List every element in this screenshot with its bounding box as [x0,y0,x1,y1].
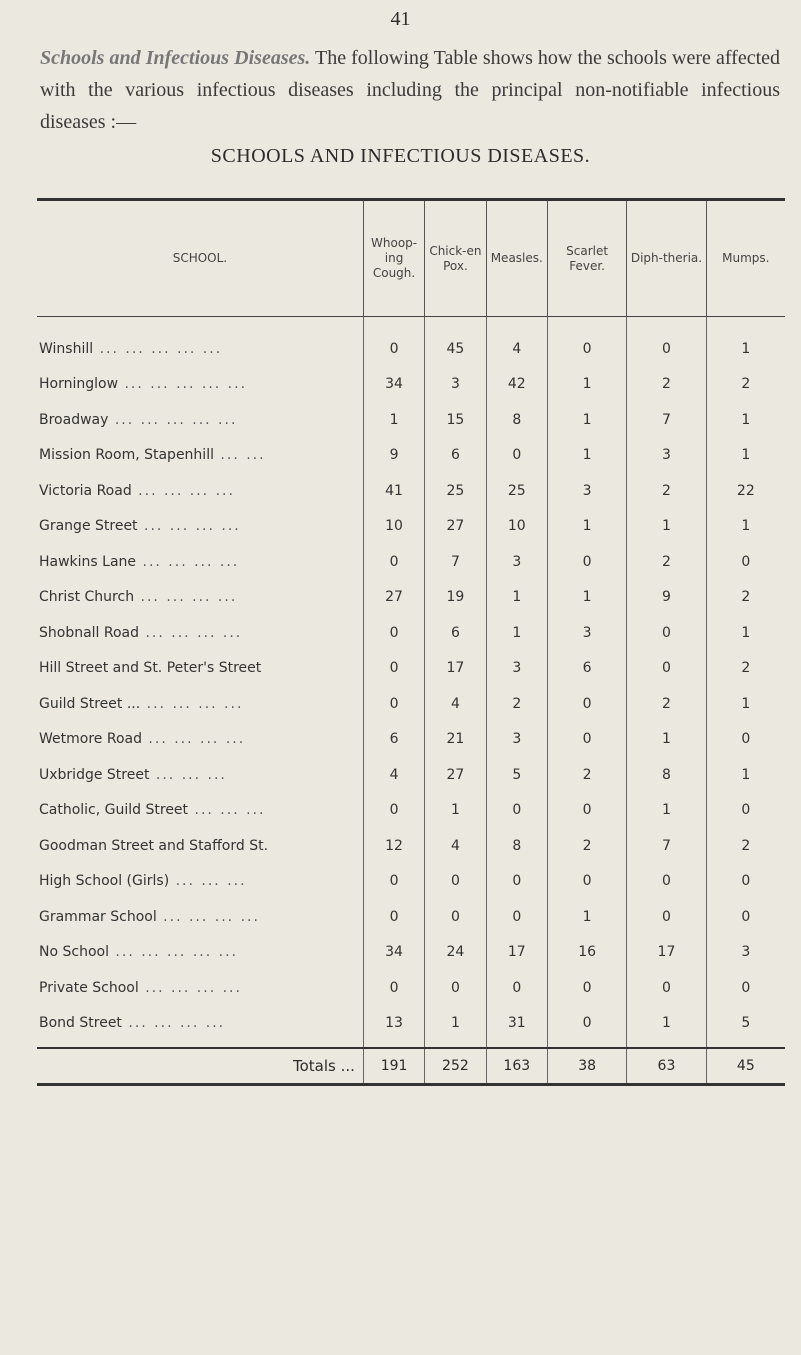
table-row [37,899,785,935]
cell-scarlet-fever: 1 [547,509,626,545]
cell-diphtheria: 2 [627,367,706,403]
leader-dots: ... ... ... ... [138,979,242,996]
cell-scarlet-fever: 1 [547,438,626,474]
leader-dots: ... ... ... ... [140,695,244,712]
school-name: Hawkins Lane [39,553,137,570]
school-name-cell [37,935,363,971]
header-whooping-cough: Whoop-ing Cough. [363,200,424,317]
school-name-cell [37,1006,363,1049]
school-name: High School (Girls) [39,873,170,890]
cell-chicken-pox: 4 [425,686,486,722]
cell-measles: 10 [486,509,547,545]
cell-whooping-cough: 0 [363,899,424,935]
school-name: Winshill [39,340,94,357]
cell-mumps: 22 [706,473,785,509]
cell-measles: 17 [486,935,547,971]
cell-scarlet-fever: 1 [547,899,626,935]
cell-chicken-pox: 45 [425,317,486,367]
header-chicken-pox: Chick-en Pox. [425,200,486,317]
cell-measles: 5 [486,757,547,793]
cell-mumps: 2 [706,367,785,403]
leader-dots: ... ... ... [149,766,227,783]
total-chicken-pox: 252 [425,1048,486,1085]
cell-diphtheria: 0 [627,970,706,1006]
cell-mumps: 0 [706,722,785,758]
table-row [37,686,785,722]
cell-whooping-cough: 34 [363,935,424,971]
cell-mumps: 2 [706,651,785,687]
cell-measles: 1 [486,580,547,616]
cell-measles: 3 [486,722,547,758]
leader-dots: ... ... ... ... ... [108,411,238,428]
cell-whooping-cough: 12 [363,828,424,864]
leader-dots: ... ... ... ... [156,908,260,925]
table-row [37,580,785,616]
intro-lead: Schools and Infectious Diseases. [40,47,311,69]
school-name: Mission Room, Stapenhill [39,447,214,464]
cell-mumps: 1 [706,757,785,793]
school-name-cell [37,899,363,935]
header-school: SCHOOL. [37,200,363,317]
cell-scarlet-fever: 0 [547,317,626,367]
table-row [37,651,785,687]
school-name-cell [37,402,363,438]
cell-mumps: 2 [706,828,785,864]
cell-chicken-pox: 6 [425,615,486,651]
school-name: Grange Street [39,518,138,535]
cell-scarlet-fever: 1 [547,580,626,616]
school-name: Christ Church [39,589,135,606]
table-row [37,970,785,1006]
totals-label: Totals ... [37,1048,363,1085]
cell-mumps: 1 [706,686,785,722]
table-row [37,615,785,651]
cell-diphtheria: 7 [627,828,706,864]
table-row [37,367,785,403]
leader-dots: ... ... ... ... [134,589,238,606]
table-row [37,864,785,900]
cell-whooping-cough: 0 [363,686,424,722]
school-name-cell [37,722,363,758]
school-name: Hill Street and St. Peter's Street [39,660,262,677]
leader-dots: ... ... ... ... [141,731,246,748]
cell-whooping-cough: 0 [363,615,424,651]
cell-diphtheria: 1 [627,793,706,829]
cell-mumps: 0 [706,864,785,900]
cell-whooping-cough: 34 [363,367,424,403]
cell-measles: 0 [486,970,547,1006]
cell-mumps: 2 [706,580,785,616]
cell-mumps: 1 [706,402,785,438]
table-row [37,402,785,438]
cell-scarlet-fever: 0 [547,970,626,1006]
leader-dots: ... ... ... ... [137,518,241,535]
cell-measles: 2 [486,686,547,722]
school-name-cell [37,509,363,545]
cell-diphtheria: 0 [627,615,706,651]
school-name: Broadway [39,411,109,428]
cell-diphtheria: 0 [627,317,706,367]
cell-diphtheria: 0 [627,899,706,935]
cell-scarlet-fever: 0 [547,544,626,580]
table-row [37,828,785,864]
leader-dots: ... ... ... ... ... [118,376,248,393]
cell-scarlet-fever: 1 [547,367,626,403]
cell-measles: 1 [486,615,547,651]
cell-scarlet-fever: 2 [547,757,626,793]
leader-dots: ... ... ... ... [131,482,235,499]
school-name-cell [37,615,363,651]
cell-whooping-cough: 0 [363,544,424,580]
cell-diphtheria: 1 [627,1006,706,1049]
cell-whooping-cough: 41 [363,473,424,509]
cell-measles: 8 [486,828,547,864]
table-row [37,544,785,580]
cell-whooping-cough: 0 [363,793,424,829]
intro-paragraph [40,42,780,138]
leader-dots: ... ... ... ... ... [93,340,223,357]
cell-diphtheria: 8 [627,757,706,793]
cell-scarlet-fever: 0 [547,722,626,758]
cell-diphtheria: 9 [627,580,706,616]
cell-whooping-cough: 6 [363,722,424,758]
cell-whooping-cough: 0 [363,864,424,900]
cell-scarlet-fever: 6 [547,651,626,687]
cell-chicken-pox: 1 [425,793,486,829]
school-name: Private School [39,979,139,996]
cell-chicken-pox: 27 [425,509,486,545]
cell-scarlet-fever: 3 [547,473,626,509]
cell-whooping-cough: 27 [363,580,424,616]
header-mumps: Mumps. [706,200,785,317]
cell-diphtheria: 2 [627,473,706,509]
school-name: Shobnall Road [39,624,140,641]
total-whooping-cough: 191 [363,1048,424,1085]
school-name-cell [37,580,363,616]
intro-text: The following Table shows how the schools were affected with the various infectious diseases including the principal non-notifiable infectious diseases :— [40,47,781,133]
table-body [37,317,785,1049]
table-row [37,793,785,829]
table-header-row [37,200,785,317]
cell-mumps: 3 [706,935,785,971]
cell-measles: 31 [486,1006,547,1049]
cell-mumps: 0 [706,970,785,1006]
school-name-cell [37,473,363,509]
cell-chicken-pox: 15 [425,402,486,438]
cell-diphtheria: 0 [627,864,706,900]
cell-scarlet-fever: 0 [547,793,626,829]
total-diphtheria: 63 [627,1048,706,1085]
cell-whooping-cough: 9 [363,438,424,474]
totals-row [37,1048,785,1085]
leader-dots: ... ... [213,447,266,464]
school-name: Guild Street ... [39,695,141,712]
cell-mumps: 0 [706,544,785,580]
school-name-cell [37,367,363,403]
school-name-cell [37,864,363,900]
cell-mumps: 1 [706,509,785,545]
cell-chicken-pox: 1 [425,1006,486,1049]
school-name: Goodman Street and Stafford St. [39,837,269,854]
table-row [37,317,785,367]
cell-scarlet-fever: 0 [547,686,626,722]
cell-measles: 25 [486,473,547,509]
cell-scarlet-fever: 2 [547,828,626,864]
total-scarlet-fever: 38 [547,1048,626,1085]
cell-diphtheria: 1 [627,722,706,758]
school-name-cell [37,317,363,367]
cell-chicken-pox: 25 [425,473,486,509]
table-row [37,935,785,971]
cell-measles: 0 [486,793,547,829]
cell-measles: 0 [486,438,547,474]
cell-mumps: 0 [706,899,785,935]
school-name-cell [37,544,363,580]
table-row [37,509,785,545]
table-row [37,722,785,758]
school-name-cell [37,686,363,722]
total-measles: 163 [486,1048,547,1085]
cell-whooping-cough: 0 [363,651,424,687]
leader-dots: ... ... ... ... [136,553,240,570]
cell-diphtheria: 1 [627,509,706,545]
cell-diphtheria: 17 [627,935,706,971]
page-number: 41 [390,8,411,30]
cell-diphtheria: 2 [627,544,706,580]
school-name: No School [39,944,109,961]
cell-chicken-pox: 3 [425,367,486,403]
school-name-cell [37,651,363,687]
cell-measles: 8 [486,402,547,438]
cell-chicken-pox: 17 [425,651,486,687]
table-row [37,473,785,509]
school-name-cell [37,828,363,864]
school-name: Wetmore Road [39,731,142,748]
leader-dots: ... ... ... ... ... [108,944,238,961]
cell-mumps: 1 [706,317,785,367]
cell-scarlet-fever: 16 [547,935,626,971]
schools-diseases-table [37,198,785,1086]
leader-dots: ... ... ... [169,873,247,890]
school-name: Horninglow [39,376,119,393]
header-diphtheria: Diph-theria. [627,200,706,317]
cell-chicken-pox: 4 [425,828,486,864]
cell-chicken-pox: 0 [425,899,486,935]
cell-chicken-pox: 21 [425,722,486,758]
school-name-cell [37,438,363,474]
cell-scarlet-fever: 0 [547,1006,626,1049]
leader-dots: ... ... ... [188,802,266,819]
school-name-cell [37,970,363,1006]
cell-whooping-cough: 0 [363,317,424,367]
table-row [37,757,785,793]
leader-dots: ... ... ... ... [121,1015,226,1032]
cell-scarlet-fever: 0 [547,864,626,900]
header-scarlet-fever: Scarlet Fever. [547,200,626,317]
cell-measles: 0 [486,899,547,935]
cell-whooping-cough: 1 [363,402,424,438]
cell-whooping-cough: 4 [363,757,424,793]
table-row [37,1006,785,1049]
cell-whooping-cough: 0 [363,970,424,1006]
table-title: SCHOOLS AND INFECTIOUS DISEASES. [210,145,591,167]
cell-measles: 3 [486,651,547,687]
cell-diphtheria: 0 [627,651,706,687]
school-name-cell [37,793,363,829]
total-mumps: 45 [706,1048,785,1085]
cell-diphtheria: 2 [627,686,706,722]
leader-dots: ... ... ... ... [139,624,243,641]
cell-chicken-pox: 0 [425,970,486,1006]
cell-chicken-pox: 6 [425,438,486,474]
cell-scarlet-fever: 1 [547,402,626,438]
cell-scarlet-fever: 3 [547,615,626,651]
cell-chicken-pox: 27 [425,757,486,793]
school-name: Uxbridge Street [39,766,150,783]
disease-table-wrapper [37,198,785,1086]
header-measles: Measles. [486,200,547,317]
cell-whooping-cough: 13 [363,1006,424,1049]
cell-diphtheria: 3 [627,438,706,474]
school-name: Bond Street [39,1015,122,1032]
cell-measles: 3 [486,544,547,580]
cell-mumps: 0 [706,793,785,829]
cell-chicken-pox: 24 [425,935,486,971]
cell-diphtheria: 7 [627,402,706,438]
school-name: Grammar School [39,908,157,925]
cell-chicken-pox: 0 [425,864,486,900]
cell-measles: 42 [486,367,547,403]
cell-measles: 4 [486,317,547,367]
cell-mumps: 1 [706,615,785,651]
cell-chicken-pox: 19 [425,580,486,616]
school-name: Catholic, Guild Street [39,802,189,819]
cell-mumps: 1 [706,438,785,474]
table-row [37,438,785,474]
cell-mumps: 5 [706,1006,785,1049]
school-name-cell [37,757,363,793]
cell-measles: 0 [486,864,547,900]
cell-chicken-pox: 7 [425,544,486,580]
cell-whooping-cough: 10 [363,509,424,545]
school-name: Victoria Road [39,482,132,499]
